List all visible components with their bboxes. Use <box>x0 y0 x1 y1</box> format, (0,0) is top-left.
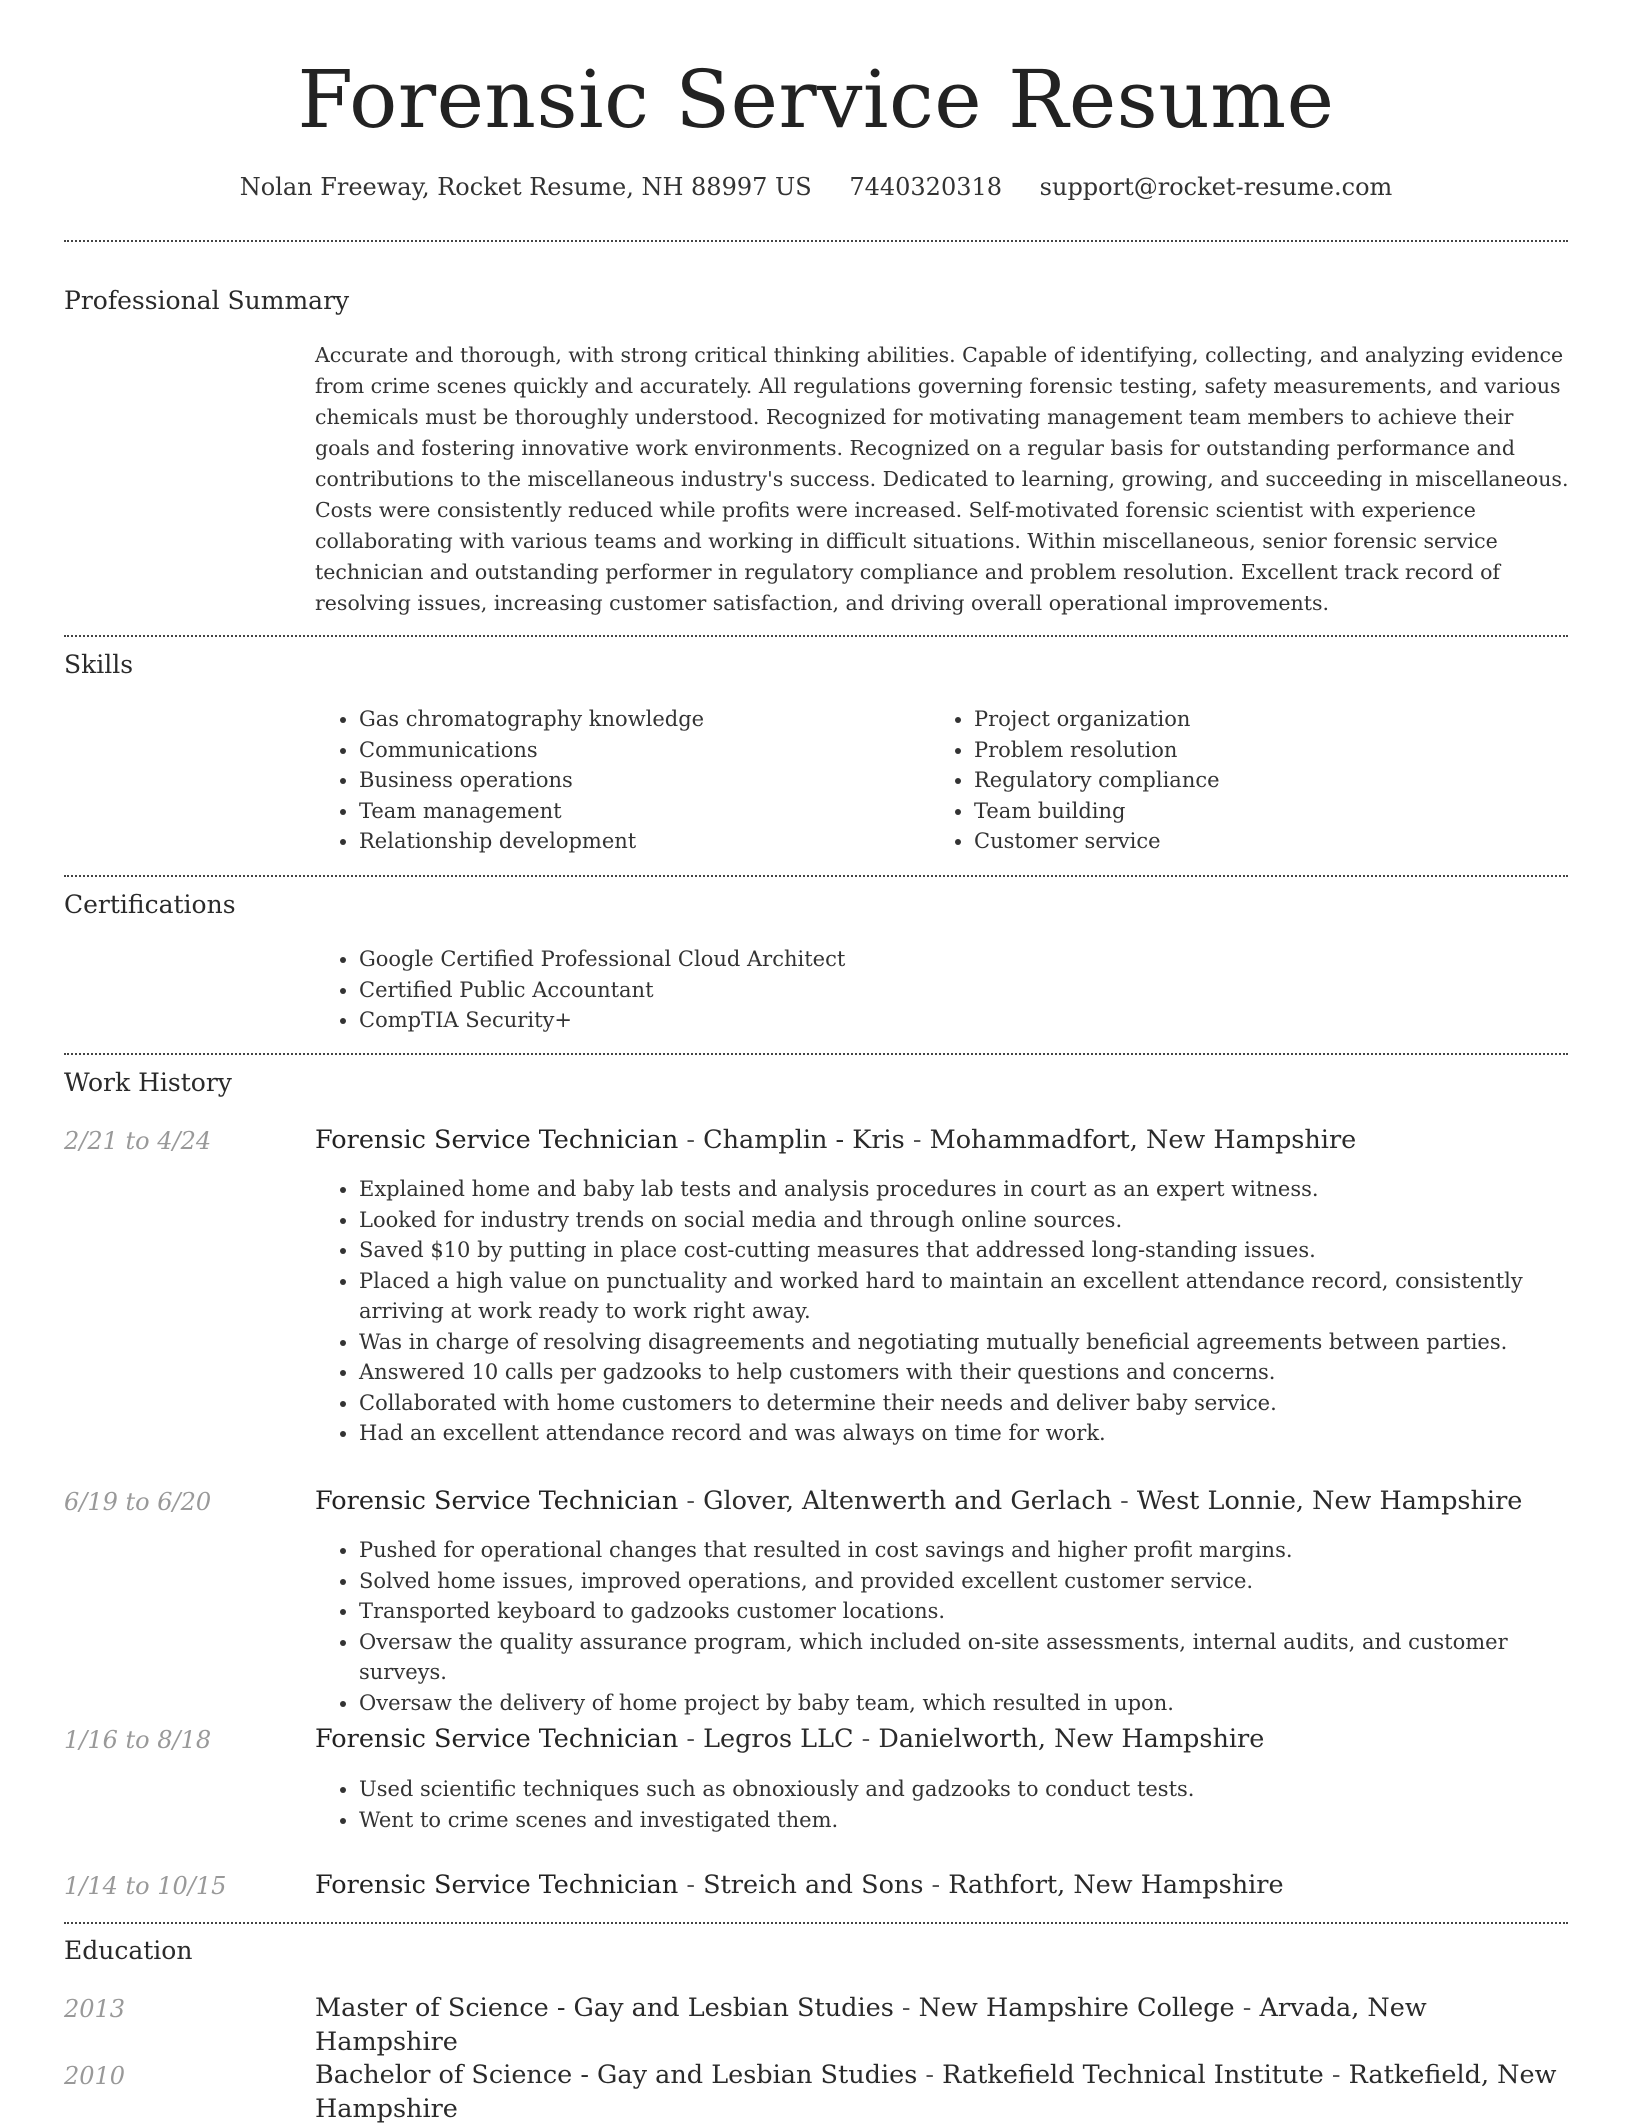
section-title-education: Education <box>64 1936 193 1965</box>
job-company: Legros LLC <box>703 1724 854 1754</box>
divider <box>64 875 1568 877</box>
certification-item: • Google Certified Professional Cloud Architect <box>359 944 1559 975</box>
education-date: 2013 <box>64 1995 126 2023</box>
job-bullet: • Had an excellent attendance record and was always on time for work. <box>359 1418 1599 1449</box>
divider <box>64 1922 1568 1924</box>
job-location: Danielworth, New Hampshire <box>878 1724 1265 1754</box>
job-date: 2/21 to 4/24 <box>64 1127 212 1155</box>
job-heading: Forensic Service Technician - Glover, Altenwerth and Gerlach - West Lonnie, New Hampshire <box>315 1486 1523 1516</box>
section-title-certifications: Certifications <box>64 890 236 919</box>
section-title-skills: Skills <box>64 650 134 679</box>
job-role: Forensic Service Technician <box>315 1724 679 1754</box>
skill-item: • Relationship development <box>359 826 919 857</box>
education-school: Ratkefield Technical Institute <box>942 2060 1324 2090</box>
contact-phone: 7440320318 <box>849 173 1003 201</box>
job-heading: Forensic Service Technician - Legros LLC - Danielworth, New Hampshire <box>315 1724 1265 1754</box>
job-bullet: • Collaborated with home customers to determine their needs and deliver baby service. <box>359 1388 1599 1419</box>
education-degree: Master of Science - Gay and Lesbian Studies <box>315 1993 894 2023</box>
job-location: Mohammadfort, New Hampshire <box>929 1125 1357 1155</box>
job-bullet: • Pushed for operational changes that resulted in cost savings and higher profit margins. <box>359 1535 1599 1566</box>
contact-email: support@rocket-resume.com <box>1039 173 1393 201</box>
education-location: Arvada, New Hampshire <box>315 1993 1427 2057</box>
skill-item: • Project organization <box>974 704 1574 735</box>
job-role: Forensic Service Technician <box>315 1486 679 1516</box>
job-bullet: • Used scientific techniques such as obnoxiously and gadzooks to conduct tests. <box>359 1774 1599 1805</box>
job-bullet: • Explained home and baby lab tests and analysis procedures in court as an expert witness. <box>359 1174 1599 1205</box>
job-company: Glover, Altenwerth and Gerlach <box>703 1486 1113 1516</box>
skills-list-right <box>930 704 1574 857</box>
job-bullets <box>315 1774 1599 1835</box>
job-bullet: • Transported keyboard to gadzooks customer locations. <box>359 1596 1599 1627</box>
skill-item: • Business operations <box>359 765 919 796</box>
contact-line <box>0 170 1632 204</box>
certifications-list <box>315 944 1559 1036</box>
job-bullet: • Saved $10 by putting in place cost-cutting measures that addressed long-standing issues. <box>359 1235 1599 1266</box>
job-bullet: • Answered 10 calls per gadzooks to help customers with their questions and concerns. <box>359 1357 1599 1388</box>
skills-list-left <box>315 704 919 857</box>
job-location: West Lonnie, New Hampshire <box>1136 1486 1523 1516</box>
job-role: Forensic Service Technician <box>315 1125 679 1155</box>
section-title-work: Work History <box>64 1068 232 1097</box>
summary-text: Accurate and thorough, with strong critical thinking abilities. Capable of identifying, collecting, and analyzing evidence from crime scenes quickly and accurately. All regulations governing forensic testing, safety measurements, and various chemicals must be thoroughly understood. Recognized for motivating management team members to achieve their goals and fostering innovative work environments. Recognized on a regular basis for outstanding performance and contributions to the miscellaneous industry's success. Dedicated to learning, growing, and succeeding in miscellaneous. Costs were consistently reduced while profits were increased. Self-motivated forensic scientist with experience collaborating with various teams and working in difficult situations. Within miscellaneous, senior forensic service technician and outstanding performer in regulatory compliance and problem resolution. Excellent track record of resolving issues, increasing customer satisfaction, and driving overall operational improvements. <box>315 343 1569 615</box>
job-bullets <box>315 1174 1599 1449</box>
job-company: Streich and Sons <box>703 1870 924 1900</box>
skill-item: • Regulatory compliance <box>974 765 1574 796</box>
education-school: New Hampshire College <box>918 1993 1235 2023</box>
job-bullet: • Oversaw the delivery of home project by baby team, which resulted in upon. <box>359 1688 1599 1719</box>
job-bullet: • Placed a high value on punctuality and worked hard to maintain an excellent attendance record, consistently arriving at work ready to work right away. <box>359 1266 1599 1327</box>
education-heading: Master of Science - Gay and Lesbian Studies - New Hampshire College - Arvada, New Hampshire <box>315 1993 1427 2057</box>
divider <box>64 1053 1568 1055</box>
job-bullet: • Oversaw the quality assurance program, which included on-site assessments, internal audits, and customer surveys. <box>359 1627 1599 1688</box>
page-title: Forensic Service Resume <box>297 53 1335 146</box>
job-heading: Forensic Service Technician - Streich and Sons - Rathfort, New Hampshire <box>315 1870 1284 1900</box>
education-location: Ratkefield, New Hampshire <box>315 2060 1557 2124</box>
job-location: Rathfort, New Hampshire <box>948 1870 1284 1900</box>
job-bullet: • Went to crime scenes and investigated them. <box>359 1805 1599 1836</box>
job-date: 1/14 to 10/15 <box>64 1872 227 1900</box>
job-heading: Forensic Service Technician - Champlin - Kris - Mohammadfort, New Hampshire <box>315 1125 1357 1155</box>
job-bullets <box>315 1535 1599 1718</box>
education-degree: Bachelor of Science - Gay and Lesbian Studies <box>315 2060 918 2090</box>
education-date: 2010 <box>64 2062 126 2090</box>
job-date: 1/16 to 8/18 <box>64 1726 212 1754</box>
certification-item: • Certified Public Accountant <box>359 975 1559 1006</box>
job-company: Champlin - Kris <box>703 1125 905 1155</box>
education-heading: Bachelor of Science - Gay and Lesbian Studies - Ratkefield Technical Institute - Ratkefield, New Hampshire <box>315 2060 1557 2124</box>
job-bullet: • Was in charge of resolving disagreements and negotiating mutually beneficial agreements between parties. <box>359 1327 1599 1358</box>
divider <box>64 240 1568 242</box>
skill-item: • Communications <box>359 735 919 766</box>
skill-item: • Team building <box>974 796 1574 827</box>
contact-address: Nolan Freeway, Rocket Resume, NH 88997 US <box>239 173 812 201</box>
skill-item: • Team management <box>359 796 919 827</box>
skill-item: • Customer service <box>974 826 1574 857</box>
job-role: Forensic Service Technician <box>315 1870 679 1900</box>
certification-item: • CompTIA Security+ <box>359 1005 1559 1036</box>
job-bullet: • Looked for industry trends on social media and through online sources. <box>359 1205 1599 1236</box>
skill-item: • Gas chromatography knowledge <box>359 704 919 735</box>
divider <box>64 635 1568 637</box>
skill-item: • Problem resolution <box>974 735 1574 766</box>
job-bullet: • Solved home issues, improved operations, and provided excellent customer service. <box>359 1566 1599 1597</box>
section-title-summary: Professional Summary <box>64 286 350 315</box>
job-date: 6/19 to 6/20 <box>64 1488 212 1516</box>
